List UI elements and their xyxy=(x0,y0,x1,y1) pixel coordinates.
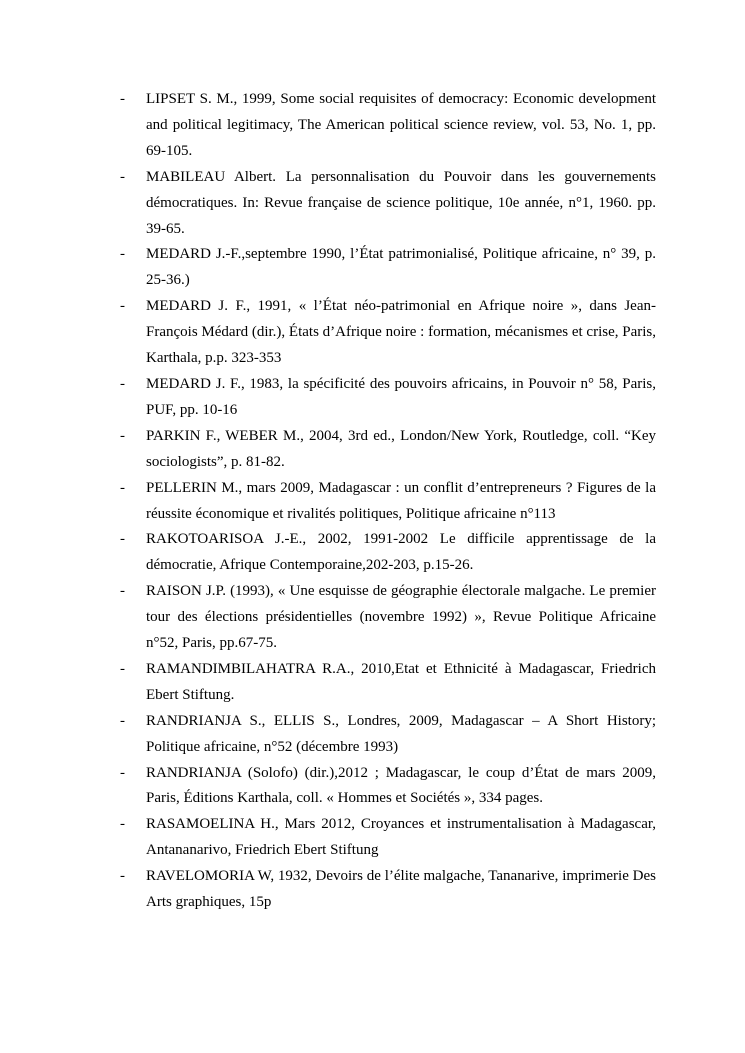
reference-item xyxy=(120,424,656,476)
reference-text: MEDARD J. F., 1991, « l’État néo-patrimonial en Afrique noire », dans Jean-François Médard (dir.), États d’Afrique noire : formation, mécanismes et crise, Paris, Karthala, p.p. 323-353 xyxy=(146,298,656,367)
list-bullet: - xyxy=(120,427,125,444)
reference-text: LIPSET S. M., 1999, Some social requisites of democracy: Economic development and political legitimacy, The American political science review, vol. 53, No. 1, pp. 69-105. xyxy=(146,91,656,159)
reference-text: RASAMOELINA H., Mars 2012, Croyances et instrumentalisation à Madagascar, Antananarivo, Friedrich Ebert Stiftung xyxy=(146,816,656,859)
reference-item xyxy=(120,761,656,813)
reference-item xyxy=(120,294,656,372)
list-bullet: - xyxy=(120,660,125,677)
reference-text: RANDRIANJA (Solofo) (dir.),2012 ; Madagascar, le coup d’État de mars 2009, Paris, Éditions Karthala, coll. « Hommes et Sociétés », 334 pages. xyxy=(146,764,656,807)
list-bullet: - xyxy=(120,298,125,315)
reference-item xyxy=(120,657,656,709)
list-bullet: - xyxy=(120,246,125,263)
reference-item xyxy=(120,864,656,916)
reference-item xyxy=(120,709,656,761)
list-bullet: - xyxy=(120,479,125,496)
reference-text: MEDARD J.-F.,septembre 1990, l’État patrimonialisé, Politique africaine, n° 39, p. 25-36.) xyxy=(146,246,656,289)
reference-item xyxy=(120,165,656,243)
reference-text: RANDRIANJA S., ELLIS S., Londres, 2009, Madagascar – A Short History; Politique africaine, n°52 (décembre 1993) xyxy=(146,712,656,755)
reference-item xyxy=(120,372,656,424)
reference-text: PELLERIN M., mars 2009, Madagascar : un conflit d’entrepreneurs ? Figures de la réussite économique et rivalités politiques, Politique africaine n°113 xyxy=(146,479,656,522)
reference-text: RAMANDIMBILAHATRA R.A., 2010,Etat et Ethnicité à Madagascar, Friedrich Ebert Stiftung. xyxy=(146,660,656,703)
reference-text: RAVELOMORIA W, 1932, Devoirs de l’élite malgache, Tananarive, imprimerie Des Arts graphiques, 15p xyxy=(146,868,656,911)
reference-item xyxy=(120,579,656,657)
list-bullet: - xyxy=(120,764,125,781)
list-bullet: - xyxy=(120,816,125,833)
reference-item xyxy=(120,87,656,165)
list-bullet: - xyxy=(120,375,125,392)
list-bullet: - xyxy=(120,868,125,885)
list-bullet: - xyxy=(120,91,125,107)
list-bullet: - xyxy=(120,712,125,729)
reference-item xyxy=(120,476,656,528)
reference-text: RAKOTOARISOA J.-E., 2002, 1991-2002 Le difficile apprentissage de la démocratie, Afrique Contemporaine,202-203, p.15-26. xyxy=(146,531,656,574)
list-bullet: - xyxy=(120,168,125,185)
reference-item xyxy=(120,527,656,579)
reference-item xyxy=(120,242,656,294)
reference-text: MEDARD J. F., 1983, la spécificité des pouvoirs africains, in Pouvoir n° 58, Paris, PUF, pp. 10-16 xyxy=(146,375,656,418)
reference-text: RAISON J.P. (1993), « Une esquisse de géographie électorale malgache. Le premier tour des élections présidentielles (novembre 1992) », Revue Politique Africaine n°52, Paris, pp.67-75. xyxy=(146,583,656,652)
reference-item xyxy=(120,812,656,864)
reference-text: MABILEAU Albert. La personnalisation du Pouvoir dans les gouvernements démocratiques. In: Revue française de science politique, 10e année, n°1, 1960. pp. 39-65. xyxy=(146,168,656,237)
list-bullet: - xyxy=(120,531,125,548)
bibliography-list xyxy=(120,87,656,916)
list-bullet: - xyxy=(120,583,125,600)
reference-text: PARKIN F., WEBER M., 2004, 3rd ed., London/New York, Routledge, coll. “Key sociologists”, p. 81‑82. xyxy=(146,427,656,470)
